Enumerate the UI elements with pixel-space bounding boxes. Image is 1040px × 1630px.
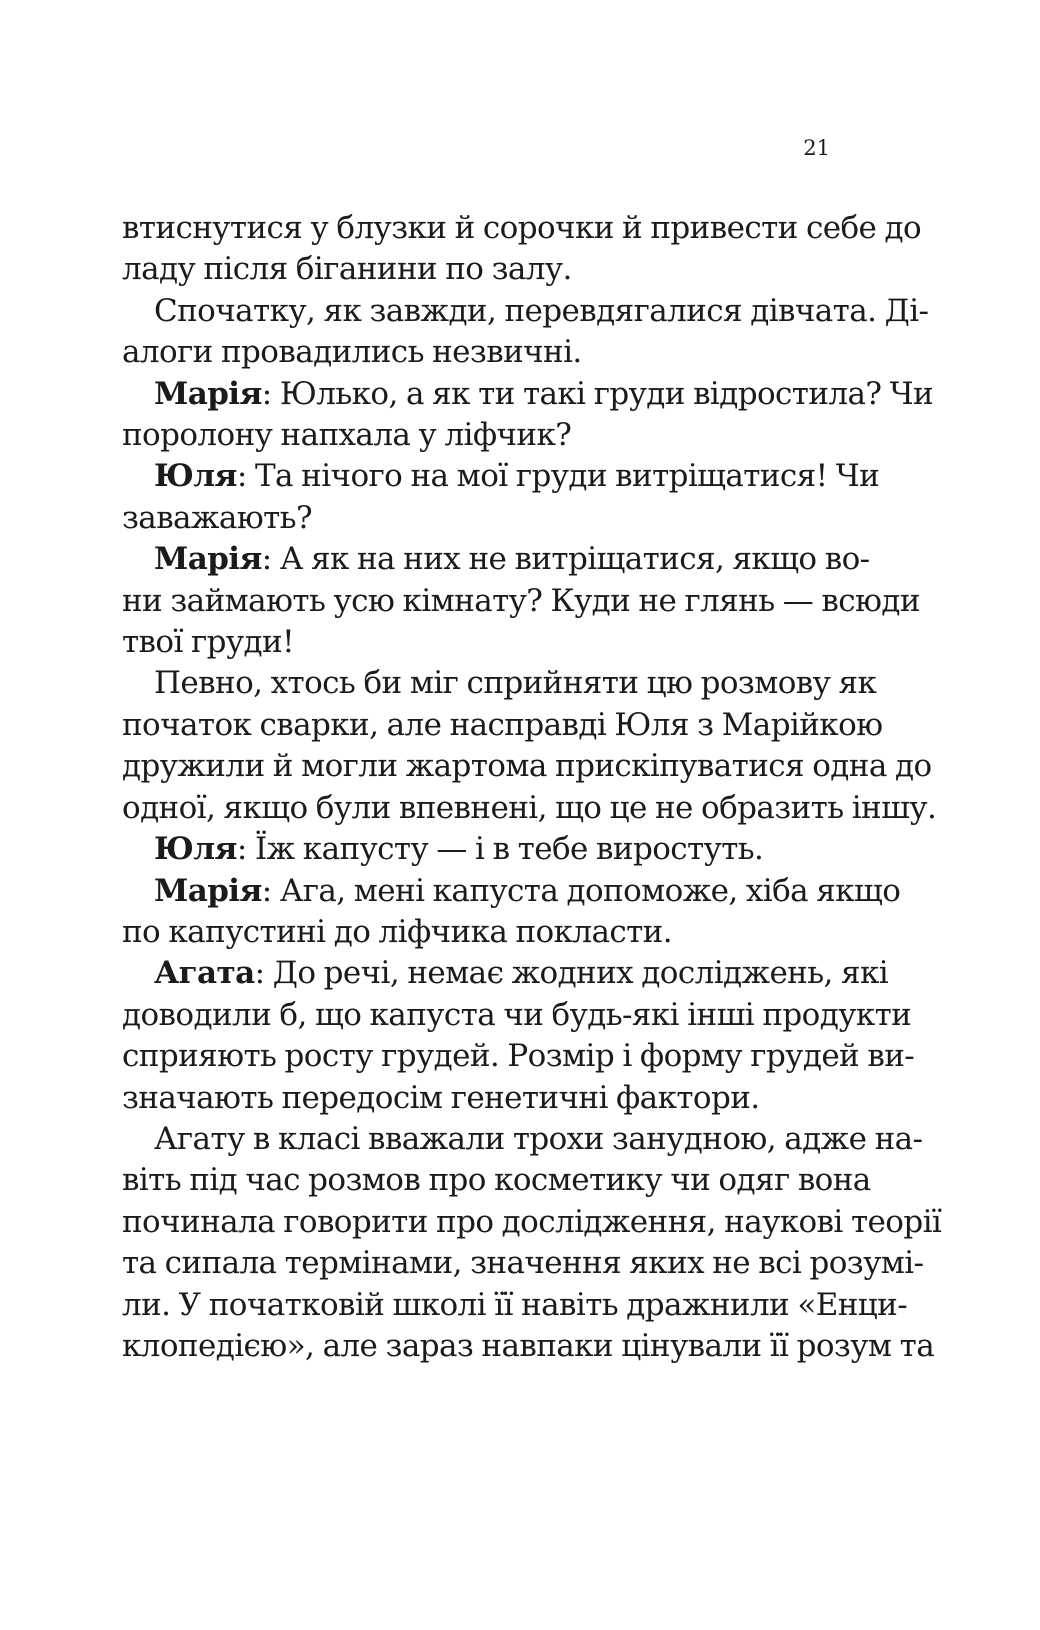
text-line: твої груди! [122,624,294,661]
text-line: значають передосім генетичні фактори. [122,1079,760,1116]
text-line: Агату в класі вважали трохи занудною, адже на- [154,1120,923,1157]
text-line: заважають? [122,499,312,536]
dialogue-text: : До речі, немає жодних досліджень, які [254,955,889,992]
text-line: поролону напхала у ліфчик? [122,417,572,454]
speaker-name: Марія [154,541,262,578]
speaker-name: Марія [154,375,262,412]
text-line: ни займають усю кімнату? Куди не глянь — всюди [122,582,920,619]
dialogue-line [122,829,830,870]
speaker-name: Марія [154,872,262,909]
dialogue-text: : А як на них не витріщатися, якщо во- [261,541,870,578]
text-line: ладу після біганини по залу. [122,251,572,288]
text-line: доводили б, що капуста чи будь-які інші продукти [122,996,912,1033]
dialogue-line [122,539,870,580]
text-line: ли. У початковій школі її навіть дражнили «Енци- [122,1286,908,1323]
page-number: 21 [803,136,830,160]
text-line: Певно, хтось би міг сприйняти цю розмову як [154,665,877,702]
text-line: по капустині до ліфчика покласти. [122,913,672,950]
dialogue-line [122,374,934,415]
dialogue-line [122,871,901,912]
speaker-name: Юля [154,458,237,495]
text-line: починала говорити про дослідження, наукові теорії [122,1203,942,1240]
text-line: та сипала термінами, значення яких не всі розумі- [122,1245,924,1282]
text-line: початок сварки, але насправді Юля з Марійкою [122,706,883,743]
body-text [122,208,942,1367]
text-line: дружили й могли жартома прискіпуватися одна до [122,748,932,785]
text-line: алоги провадились незвичні. [122,334,582,371]
speaker-name: Агата [154,955,255,992]
dialogue-text: : Їж капусту — і в тебе виростуть. [236,831,764,868]
text-line: втиснутися у блузки й сорочки й привести себе до [122,210,922,246]
dialogue-text: : Та нічого на мої груди витріщатися! Чи [236,458,880,495]
text-line: сприяють росту грудей. Розмір і форму грудей ви- [122,1038,915,1075]
dialogue-line [122,456,880,497]
dialogue-line [122,953,889,994]
text-line: клопедією», але зараз навпаки цінували її розум та [122,1327,935,1364]
text-line: Спочатку, як завжди, перевдягалися дівчата. Ді- [154,292,929,329]
speaker-name: Юля [154,831,237,868]
dialogue-text: : Ага, мені капуста допоможе, хіба якщо [261,872,901,909]
text-line: одної, якщо були впевнені, що це не образить іншу. [122,789,937,826]
text-line: віть під час розмов про косметику чи одяг вона [122,1162,871,1199]
dialogue-text: : Юлько, а як ти такі груди відростила? Чи [261,375,934,412]
